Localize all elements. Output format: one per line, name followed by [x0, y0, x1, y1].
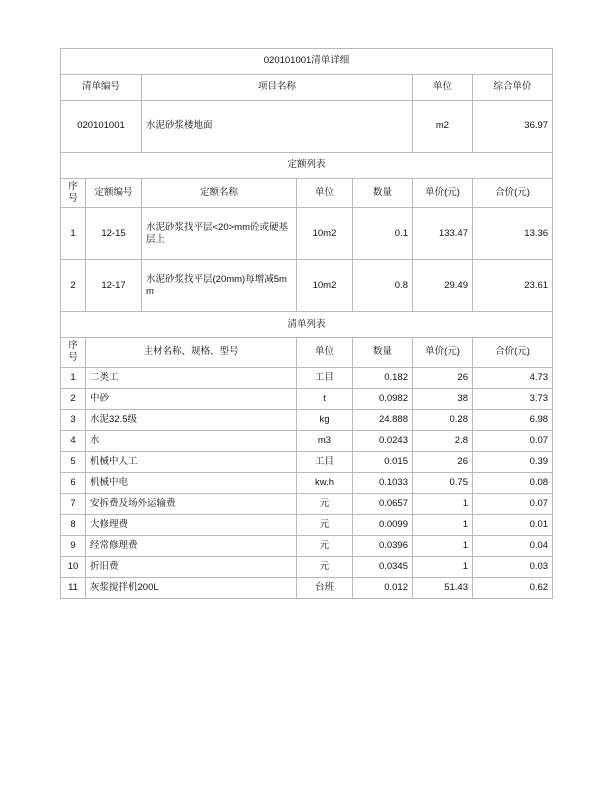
bill-header-unit: 单位	[297, 338, 353, 367]
bill-row-unit: 工目	[297, 451, 353, 472]
bill-row-unit: kw.h	[297, 472, 353, 493]
bill-header-qty: 数量	[353, 338, 413, 367]
quota-section-title-row	[61, 153, 553, 179]
quota-header-row	[61, 179, 553, 208]
bill-section-title-row	[61, 312, 553, 338]
bill-row-no: 7	[61, 493, 86, 514]
quota-header-no: 序号	[61, 179, 86, 208]
bill-row-name: 经常修理费	[86, 535, 297, 556]
quota-header-qty: 数量	[353, 179, 413, 208]
bill-row-name: 水	[86, 430, 297, 451]
bill-row-no: 2	[61, 388, 86, 409]
bill-row-qty: 0.0243	[353, 430, 413, 451]
bill-header-amount: 合价(元)	[473, 338, 553, 367]
bill-row-amount: 0.03	[473, 556, 553, 577]
summary-header-row	[61, 75, 553, 101]
quota-header-name: 定额名称	[142, 179, 297, 208]
table-row	[61, 535, 553, 556]
bill-row-amount: 6.98	[473, 409, 553, 430]
quota-header-code: 定额编号	[86, 179, 142, 208]
bill-row-qty: 0.0982	[353, 388, 413, 409]
bill-row-qty: 0.0345	[353, 556, 413, 577]
bill-row-amount: 0.01	[473, 514, 553, 535]
bill-row-qty: 0.012	[353, 577, 413, 598]
bill-row-no: 8	[61, 514, 86, 535]
bill-row-no: 4	[61, 430, 86, 451]
quota-row-amount: 23.61	[473, 260, 553, 312]
bill-row-unit: 台班	[297, 577, 353, 598]
quota-row-amount: 13.36	[473, 208, 553, 260]
bill-row-qty: 0.1033	[353, 472, 413, 493]
quota-row-qty: 0.1	[353, 208, 413, 260]
quota-row-unit: 10m2	[297, 260, 353, 312]
bill-row-no: 5	[61, 451, 86, 472]
bill-row-unit: 元	[297, 535, 353, 556]
table-row	[61, 514, 553, 535]
bill-row-price: 1	[413, 535, 473, 556]
bill-row-price: 26	[413, 367, 473, 388]
bill-row-price: 38	[413, 388, 473, 409]
bill-row-name: 折旧费	[86, 556, 297, 577]
summary-data-row	[61, 101, 553, 153]
quota-detail-table	[60, 48, 553, 599]
bill-row-price: 0.28	[413, 409, 473, 430]
bill-row-name: 中砂	[86, 388, 297, 409]
bill-row-unit: 工目	[297, 367, 353, 388]
table-row	[61, 388, 553, 409]
bill-row-price: 1	[413, 514, 473, 535]
quota-section-title: 定额列表	[61, 153, 553, 179]
table-row	[61, 556, 553, 577]
bill-row-unit: m3	[297, 430, 353, 451]
bill-row-price: 1	[413, 493, 473, 514]
bill-row-amount: 0.07	[473, 430, 553, 451]
bill-row-price: 2.8	[413, 430, 473, 451]
table-row	[61, 409, 553, 430]
document-title: 020101001清单详细	[61, 49, 553, 75]
quota-row-price: 29.49	[413, 260, 473, 312]
table-row	[61, 493, 553, 514]
bill-row-qty: 0.182	[353, 367, 413, 388]
bill-row-name: 机械中人工	[86, 451, 297, 472]
quota-row-name: 水泥砂浆找平层(20mm)每增减5mm	[142, 260, 297, 312]
summary-header-code: 清单编号	[61, 75, 142, 101]
quota-row-no: 1	[61, 208, 86, 260]
bill-row-price: 51.43	[413, 577, 473, 598]
quota-row-name: 水泥砂浆找平层<20>mm砼或硬基层上	[142, 208, 297, 260]
bill-header-row	[61, 338, 553, 367]
bill-row-name: 灰浆搅拌机200L	[86, 577, 297, 598]
bill-row-unit: 元	[297, 556, 353, 577]
bill-row-no: 10	[61, 556, 86, 577]
quota-row-unit: 10m2	[297, 208, 353, 260]
table-row	[61, 472, 553, 493]
bill-row-no: 1	[61, 367, 86, 388]
bill-row-price: 0.75	[413, 472, 473, 493]
quota-row-no: 2	[61, 260, 86, 312]
bill-row-name: 机械中电	[86, 472, 297, 493]
bill-row-no: 11	[61, 577, 86, 598]
bill-row-amount: 0.62	[473, 577, 553, 598]
bill-row-qty: 0.0396	[353, 535, 413, 556]
bill-row-qty: 24.888	[353, 409, 413, 430]
bill-row-no: 9	[61, 535, 86, 556]
document-title-row	[61, 49, 553, 75]
bill-header-price: 单价(元)	[413, 338, 473, 367]
quota-row-code: 12-15	[86, 208, 142, 260]
summary-unit: m2	[413, 101, 473, 153]
summary-code: 020101001	[61, 101, 142, 153]
summary-unit-price: 36.97	[473, 101, 553, 153]
bill-row-name: 二类工	[86, 367, 297, 388]
bill-row-no: 6	[61, 472, 86, 493]
bill-row-amount: 4.73	[473, 367, 553, 388]
bill-row-name: 大修理费	[86, 514, 297, 535]
bill-row-name: 安拆费及场外运输费	[86, 493, 297, 514]
summary-header-unit: 单位	[413, 75, 473, 101]
quota-header-price: 单价(元)	[413, 179, 473, 208]
bill-row-name: 水泥32.5级	[86, 409, 297, 430]
bill-section-title: 清单列表	[61, 312, 553, 338]
summary-name: 水泥砂浆楼地面	[142, 101, 413, 153]
bill-row-unit: t	[297, 388, 353, 409]
bill-row-amount: 0.39	[473, 451, 553, 472]
quota-header-unit: 单位	[297, 179, 353, 208]
bill-header-no: 序号	[61, 338, 86, 367]
bill-row-amount: 0.07	[473, 493, 553, 514]
table-row	[61, 451, 553, 472]
table-row	[61, 367, 553, 388]
bill-row-no: 3	[61, 409, 86, 430]
bill-row-amount: 0.08	[473, 472, 553, 493]
bill-row-amount: 3.73	[473, 388, 553, 409]
summary-header-name: 项目名称	[142, 75, 413, 101]
quota-row-price: 133.47	[413, 208, 473, 260]
table-row	[61, 577, 553, 598]
table-row	[61, 208, 553, 260]
bill-row-unit: 元	[297, 493, 353, 514]
bill-row-price: 26	[413, 451, 473, 472]
quota-row-qty: 0.8	[353, 260, 413, 312]
quota-header-amount: 合价(元)	[473, 179, 553, 208]
bill-row-qty: 0.015	[353, 451, 413, 472]
bill-row-qty: 0.0657	[353, 493, 413, 514]
table-row	[61, 260, 553, 312]
summary-header-unit-price: 综合单价	[473, 75, 553, 101]
bill-row-price: 1	[413, 556, 473, 577]
bill-row-unit: kg	[297, 409, 353, 430]
bill-row-unit: 元	[297, 514, 353, 535]
bill-row-amount: 0.04	[473, 535, 553, 556]
table-row	[61, 430, 553, 451]
quota-row-code: 12-17	[86, 260, 142, 312]
bill-row-qty: 0.0099	[353, 514, 413, 535]
bill-header-name: 主材名称、规格、型号	[86, 338, 297, 367]
